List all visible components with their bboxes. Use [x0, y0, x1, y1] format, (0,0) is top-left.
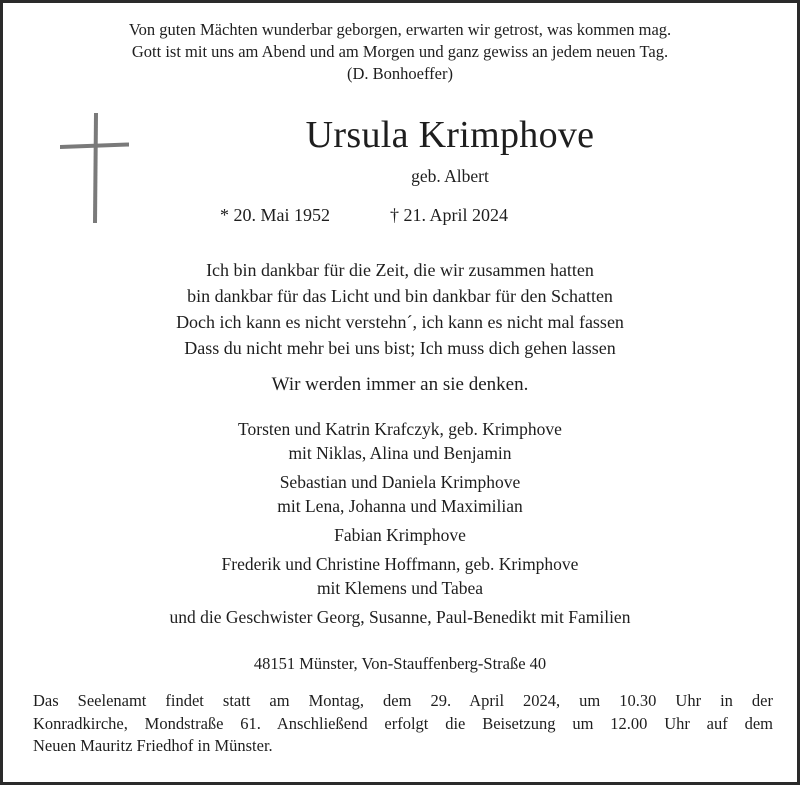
maiden-name: geb. Albert [411, 166, 489, 186]
mourner-group [3, 552, 797, 600]
motto-quote [3, 19, 797, 85]
service-line: Neuen Mauritz Friedhof in Münster. [33, 736, 273, 755]
poem-line: Ich bin dankbar für die Zeit, die wir zusammen hatten [206, 260, 594, 280]
remembrance-line: Wir werden immer an sie denken. [271, 374, 529, 395]
motto-line: Gott ist mit uns am Abend und am Morgen und ganz gewiss an jedem neuen Tag. [131, 42, 669, 61]
death-date: † 21. April 2024 [390, 205, 509, 225]
poem-line: bin dankbar für das Licht und bin dankbar für den Schatten [187, 286, 613, 306]
mourner-group [3, 523, 797, 547]
motto-line: Von guten Mächten wunderbar geborgen, erwarten wir getrost, was kommen mag. [128, 20, 672, 39]
motto-author: (D. Bonhoeffer) [347, 64, 453, 83]
mourner-line: Fabian Krimphove [334, 525, 466, 545]
service-info [33, 690, 773, 758]
service-line: Das Seelenamt findet statt am Montag, dem 29. April 2024, um 10.30 Uhr in der [33, 691, 773, 710]
mourner-line: Torsten und Katrin Krafczyk, geb. Krimphove [238, 419, 562, 439]
birth-date: * 20. Mai 1952 [220, 205, 330, 225]
mourner-group [3, 417, 797, 465]
service-line: Konradkirche, Mondstraße 61. Anschließend erfolgt die Beisetzung um 12.00 Uhr auf dem [33, 713, 773, 733]
mourner-line: mit Lena, Johanna und Maximilian [277, 496, 523, 516]
poem [3, 257, 797, 361]
mourner-line: Frederik und Christine Hoffmann, geb. Krimphove [221, 554, 579, 574]
mourners-list [3, 417, 797, 634]
mourner-group [3, 605, 797, 629]
life-dates [220, 203, 508, 227]
mourner-line: und die Geschwister Georg, Susanne, Paul-Benedikt mit Familien [169, 607, 631, 627]
poem-line: Dass du nicht mehr bei uns bist; Ich muss dich gehen lassen [184, 338, 616, 358]
mourner-line: Sebastian und Daniela Krimphove [279, 472, 521, 492]
mourner-line: mit Klemens und Tabea [316, 578, 484, 598]
cross-icon [59, 113, 133, 225]
family-address: 48151 Münster, Von-Stauffenberg-Straße 40 [253, 654, 547, 673]
mourner-line: mit Niklas, Alina und Benjamin [288, 443, 512, 463]
mourner-group [3, 470, 797, 518]
poem-line: Doch ich kann es nicht verstehn´, ich kann es nicht mal fassen [176, 312, 624, 332]
deceased-name: Ursula Krimphove [305, 114, 595, 156]
